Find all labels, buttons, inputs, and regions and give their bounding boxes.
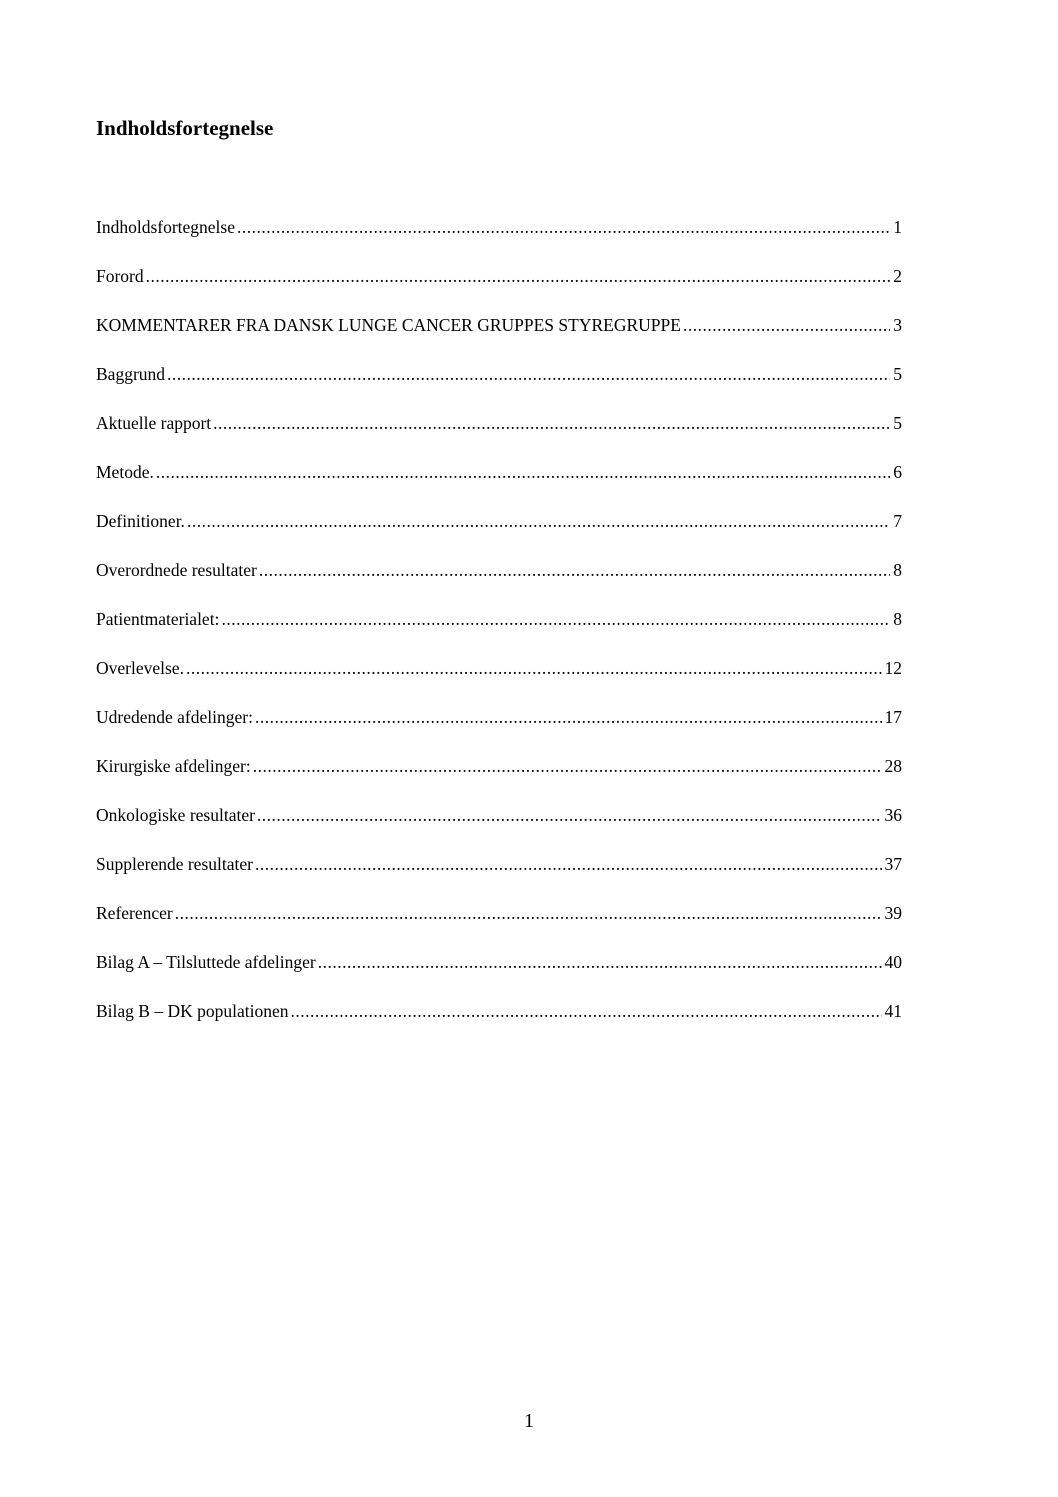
toc-entry[interactable]: [96, 508, 902, 557]
toc-dot-leader: [167, 361, 890, 387]
toc-entry-title: Onkologiske resultater: [96, 805, 255, 825]
toc-entry-title: Kirurgiske afdelinger:: [96, 756, 251, 776]
toc-entry[interactable]: [96, 900, 902, 949]
toc-entry-page: 17: [884, 707, 902, 727]
toc-dot-leader: [253, 753, 882, 779]
toc-dot-leader: [187, 508, 890, 534]
toc-entry[interactable]: [96, 753, 902, 802]
page-title: Indholdsfortegnelse: [96, 116, 274, 140]
toc-entry-page: 8: [893, 609, 902, 629]
toc-entry-title: KOMMENTARER FRA DANSK LUNGE CANCER GRUPPES STYREGRUPPE: [96, 315, 681, 335]
toc-entry-title: Udredende afdelinger:: [96, 707, 253, 727]
toc-dot-leader: [255, 704, 882, 730]
toc-entry-page: 5: [893, 364, 902, 384]
toc-entry-page: 12: [884, 658, 902, 678]
toc-dot-leader: [259, 557, 890, 583]
toc-entry-title: Referencer: [96, 903, 173, 923]
page-number: 1: [524, 1410, 534, 1432]
toc-entry-page: 8: [893, 560, 902, 580]
toc-entry-page: 39: [884, 903, 902, 923]
toc-dot-leader: [255, 851, 882, 877]
toc-entry-title: Overordnede resultater: [96, 560, 257, 580]
toc-entry[interactable]: [96, 410, 902, 459]
toc-dot-leader: [290, 998, 881, 1024]
toc-dot-leader: [156, 459, 890, 485]
toc-entry-title: Bilag A – Tilsluttede afdelinger: [96, 952, 316, 972]
toc-dot-leader: [213, 410, 890, 436]
toc-entry[interactable]: [96, 263, 902, 312]
toc-entry-page: 41: [884, 1001, 902, 1021]
toc-entry[interactable]: [96, 802, 902, 851]
toc-entry-page: 28: [884, 756, 902, 776]
toc-entry[interactable]: [96, 704, 902, 753]
toc-entry[interactable]: [96, 655, 902, 704]
toc-dot-leader: [683, 312, 890, 338]
toc-entry[interactable]: [96, 949, 902, 998]
toc-entry-page: 1: [893, 217, 902, 237]
toc-entry-title: Forord: [96, 266, 144, 286]
toc-entry-page: 5: [893, 413, 902, 433]
toc-entry-title: Bilag B – DK populationen: [96, 1001, 289, 1021]
toc-entry-page: 7: [893, 511, 902, 531]
toc-entry-title: Supplerende resultater: [96, 854, 253, 874]
toc-entry-page: 2: [893, 266, 902, 286]
toc-dot-leader: [318, 949, 882, 975]
toc-dot-leader: [146, 263, 891, 289]
toc-entry[interactable]: [96, 998, 902, 1047]
toc-entry-page: 40: [884, 952, 902, 972]
toc-entry-title: Indholdsfortegnelse: [96, 217, 235, 237]
toc-entry[interactable]: [96, 851, 902, 900]
toc-entry[interactable]: [96, 606, 902, 655]
toc-entry-title: Baggrund: [96, 364, 166, 384]
toc-entry[interactable]: [96, 557, 902, 606]
toc-entry-title: Definitioner.: [96, 511, 185, 531]
toc-entry-page: 37: [884, 854, 902, 874]
toc-entry-page: 6: [893, 462, 902, 482]
toc-entry-title: Aktuelle rapport: [96, 413, 212, 433]
toc-entry-title: Patientmaterialet:: [96, 609, 220, 629]
toc-entry-page: 36: [884, 805, 902, 825]
table-of-contents: [96, 214, 902, 1047]
toc-dot-leader: [186, 655, 882, 681]
toc-dot-leader: [221, 606, 890, 632]
toc-dot-leader: [175, 900, 882, 926]
toc-entry-title: Overlevelse.: [96, 658, 184, 678]
toc-entry[interactable]: [96, 361, 902, 410]
toc-dot-leader: [257, 802, 882, 828]
toc-entry-page: 3: [893, 315, 902, 335]
toc-entry[interactable]: [96, 312, 902, 361]
toc-entry[interactable]: [96, 459, 902, 508]
toc-dot-leader: [237, 214, 890, 240]
toc-entry[interactable]: [96, 214, 902, 263]
toc-entry-title: Metode.: [96, 462, 154, 482]
